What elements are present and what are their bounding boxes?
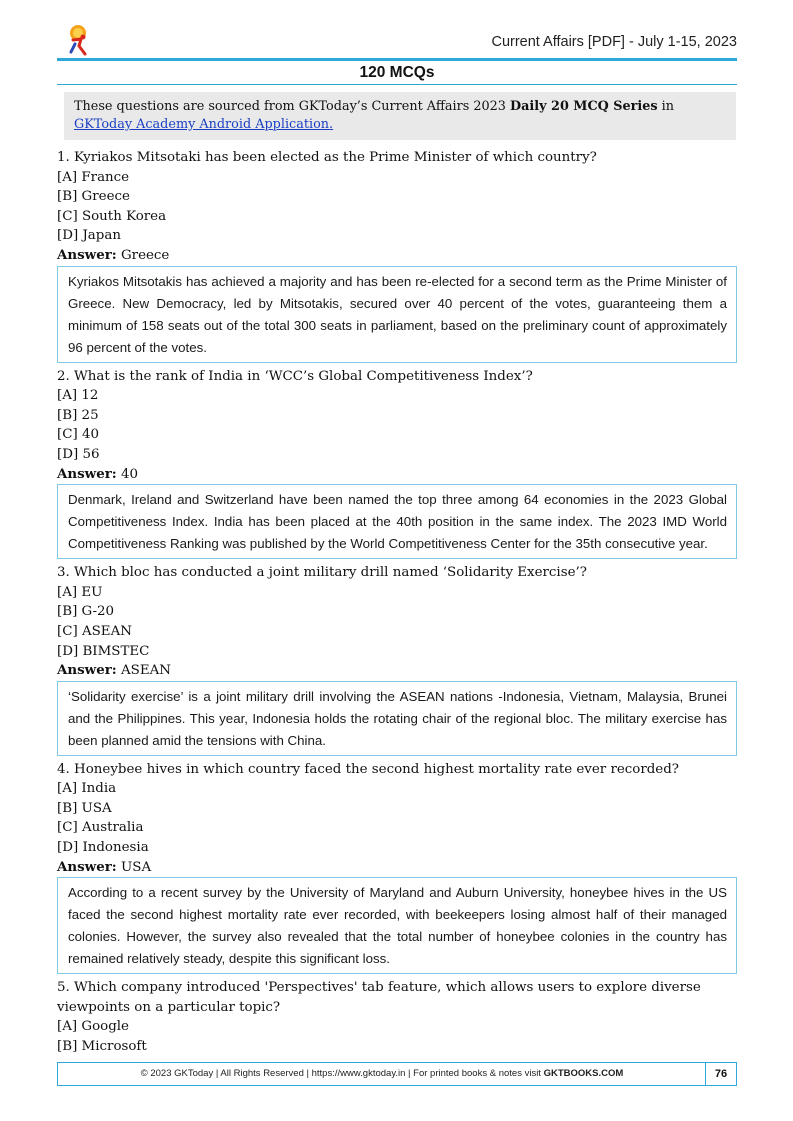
option: [A] EU: [57, 584, 103, 600]
question-text: 2. What is the rank of India in ‘WCC’s Global Competitiveness Index’?: [57, 368, 533, 384]
intro-text: These questions are sourced from GKToday’s Current Affairs 2023: [74, 99, 511, 114]
explanation-box: According to a recent survey by the University of Maryland and Auburn University, honeybee hives in the US faced the second highest mortality rate ever recorded, with beekeepers losing almost half of their managed colonies. However, the survey also revealed that the total number of honeybee colonies in the country has remained relatively steady, despite this significant loss.: [57, 877, 737, 974]
explanation-box: Denmark, Ireland and Switzerland have been named the top three among 64 economies in the 2023 Global Competitiveness Index. India has been placed at the 40th position in the same index. The 2023 IMD World Competitiveness Ranking was published by the World Competitiveness Center for the 35th consecutive year.: [57, 484, 737, 559]
question-text: 3. Which bloc has conducted a joint military drill named ‘Solidarity Exercise’?: [57, 565, 587, 581]
option: [B] Greece: [57, 189, 130, 205]
header-title: Current Affairs [PDF] - July 1-15, 2023: [491, 34, 737, 50]
question-block: [57, 563, 737, 756]
option: [D] BIMSTEC: [57, 643, 150, 659]
option: [A] 12: [57, 388, 99, 404]
answer-line: [57, 246, 737, 266]
answer-line: [57, 465, 737, 485]
answer-label: Answer:: [57, 858, 117, 875]
option: [B] G-20: [57, 604, 115, 620]
option: [D] Indonesia: [57, 840, 149, 856]
option: [B] 25: [57, 407, 99, 423]
option: [C] South Korea: [57, 208, 167, 224]
question-block: [57, 978, 737, 1056]
answer-label: Answer:: [57, 662, 117, 679]
answer-value: USA: [120, 859, 152, 875]
answer-value: Greece: [120, 247, 170, 263]
answer-line: [57, 661, 737, 681]
footer-site[interactable]: GKTBOOKS.COM: [543, 1068, 624, 1079]
question-text: 5. Which company introduced 'Perspectives' tab feature, which allows users to explore diverse viewpoints on a particular topic?: [57, 980, 701, 1015]
title-divider: [57, 84, 737, 85]
intro-box: [64, 92, 736, 140]
option: [D] 56: [57, 446, 100, 462]
question-block: [57, 367, 737, 560]
question-text: 1. Kyriakos Mitsotaki has been elected as the Prime Minister of which country?: [57, 150, 597, 165]
answer-line: [57, 858, 737, 878]
header-divider: [57, 58, 737, 61]
option: [C] 40: [57, 427, 99, 443]
page-number: 76: [705, 1063, 736, 1085]
page-footer: [57, 1062, 737, 1086]
answer-label: Answer:: [57, 246, 117, 263]
app-link[interactable]: GKToday Academy Android Application.: [74, 117, 334, 132]
option: [C] Australia: [57, 820, 144, 836]
question-block: [57, 148, 737, 363]
option: [A] Google: [57, 1019, 129, 1035]
answer-label: Answer:: [57, 465, 117, 482]
option: [D] Japan: [57, 228, 121, 244]
gktoday-runner-logo-icon: [65, 24, 99, 58]
footer-text: [58, 1068, 706, 1079]
answer-value: 40: [120, 466, 139, 482]
question-block: [57, 760, 737, 975]
option: [A] France: [57, 169, 130, 185]
option: [B] USA: [57, 800, 112, 816]
explanation-box: ‘Solidarity exercise’ is a joint military drill involving the ASEAN nations -Indonesia, Vietnam, Malaysia, Brunei and the Philippines. This year, Indonesia holds the rotating chair of the regional bloc. The military exercise has been planned amid the tensions with China.: [57, 681, 737, 756]
explanation-box: Kyriakos Mitsotakis has achieved a majority and has been re-elected for a second term as the Prime Minister of Greece. New Democracy, led by Mitsotakis, secured over 40 percent of the votes, guaranteeing them a minimum of 158 seats out of the total 300 seats in parliament, based on the preliminary count of approximately 96 percent of the votes.: [57, 266, 737, 363]
intro-bold: Daily 20 MCQ Series: [510, 99, 658, 114]
question-list: [57, 148, 737, 1057]
question-text: 4. Honeybee hives in which country faced the second highest mortality rate ever recorded?: [57, 761, 679, 777]
answer-value: ASEAN: [120, 663, 171, 679]
option: [B] Microsoft: [57, 1039, 147, 1055]
option: [C] ASEAN: [57, 623, 132, 639]
option: [A] India: [57, 781, 117, 797]
page-header: [57, 24, 737, 60]
page-title: 120 MCQs: [359, 64, 435, 81]
footer-copyright: © 2023 GKToday | All Rights Reserved | https://www.gktoday.in | For printed books & notes visit: [140, 1068, 544, 1079]
intro-text-mid: in: [657, 99, 674, 114]
